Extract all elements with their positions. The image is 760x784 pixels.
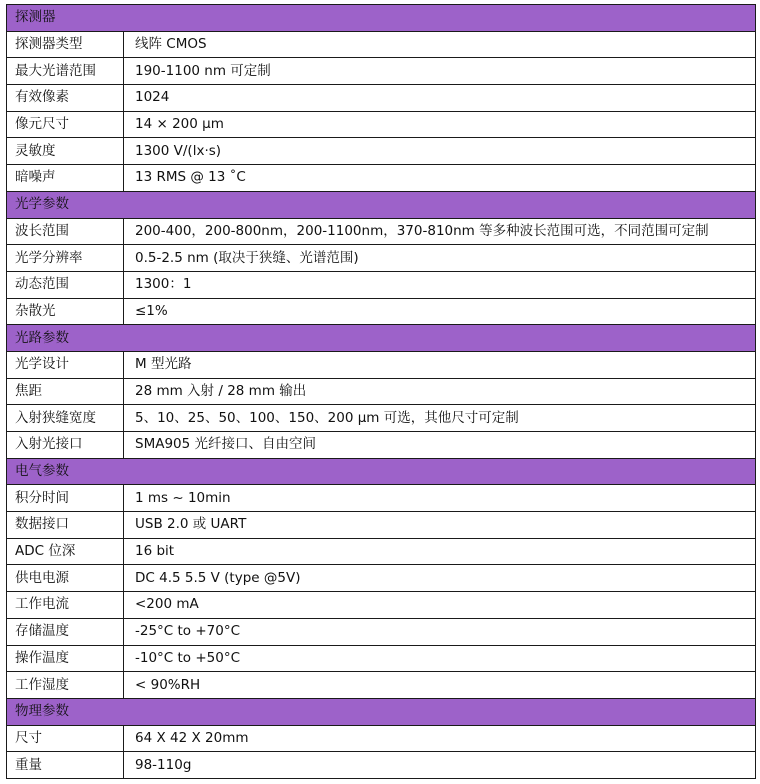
param-label: 工作电流 xyxy=(7,592,124,619)
section-title: 物理参数 xyxy=(7,698,756,725)
table-row xyxy=(7,351,756,378)
param-label: 暗噪声 xyxy=(7,165,124,192)
param-label: 存储温度 xyxy=(7,618,124,645)
param-label: 焦距 xyxy=(7,378,124,405)
param-label: 操作温度 xyxy=(7,645,124,672)
param-label: 尺寸 xyxy=(7,725,124,752)
table-row xyxy=(7,592,756,619)
param-label: 光学分辨率 xyxy=(7,245,124,272)
table-row xyxy=(7,245,756,272)
table-row xyxy=(7,138,756,165)
param-label: 波长范围 xyxy=(7,218,124,245)
param-value: USB 2.0 或 UART xyxy=(124,512,756,539)
param-label: 有效像素 xyxy=(7,85,124,112)
param-label: 入射光接口 xyxy=(7,432,124,459)
table-row xyxy=(7,218,756,245)
table-row xyxy=(7,432,756,459)
param-label: 积分时间 xyxy=(7,485,124,512)
param-label: ADC 位深 xyxy=(7,538,124,565)
param-value: 64 X 42 X 20mm xyxy=(124,725,756,752)
param-value: DC 4.5 5.5 V (type @5V) xyxy=(124,565,756,592)
spec-table xyxy=(6,4,756,779)
table-row xyxy=(7,378,756,405)
section-title: 探测器 xyxy=(7,5,756,32)
param-value: 190-1100 nm 可定制 xyxy=(124,58,756,85)
param-label: 动态范围 xyxy=(7,271,124,298)
param-value: 1300 V/(lx·s) xyxy=(124,138,756,165)
param-value: 13 RMS @ 13 ˚C xyxy=(124,165,756,192)
spec-sheet xyxy=(6,4,756,779)
param-value: 16 bit xyxy=(124,538,756,565)
table-row xyxy=(7,85,756,112)
param-value: < 90%RH xyxy=(124,672,756,699)
param-value: M 型光路 xyxy=(124,351,756,378)
param-value: ≤1% xyxy=(124,298,756,325)
table-row xyxy=(7,672,756,699)
param-label: 灵敏度 xyxy=(7,138,124,165)
table-row xyxy=(7,512,756,539)
param-value: 200-400，200-800nm，200-1100nm，370-810nm 等多种波长范围可选，不同范围可定制 xyxy=(124,218,756,245)
param-value: 1300：1 xyxy=(124,271,756,298)
param-value: 1024 xyxy=(124,85,756,112)
param-value: <200 mA xyxy=(124,592,756,619)
table-row xyxy=(7,165,756,192)
section-header-optical xyxy=(7,191,756,218)
param-label: 探测器类型 xyxy=(7,31,124,58)
param-value: 线阵 CMOS xyxy=(124,31,756,58)
param-value: -10°C to +50°C xyxy=(124,645,756,672)
spec-table-body xyxy=(7,5,756,779)
section-title: 光路参数 xyxy=(7,325,756,352)
table-row xyxy=(7,58,756,85)
param-label: 工作湿度 xyxy=(7,672,124,699)
param-label: 重量 xyxy=(7,752,124,779)
param-value: 98-110g xyxy=(124,752,756,779)
section-title: 电气参数 xyxy=(7,458,756,485)
param-value: -25°C to +70°C xyxy=(124,618,756,645)
table-row xyxy=(7,565,756,592)
param-label: 入射狭缝宽度 xyxy=(7,405,124,432)
section-header-electrical xyxy=(7,458,756,485)
table-row xyxy=(7,645,756,672)
table-row xyxy=(7,618,756,645)
section-header-detector xyxy=(7,5,756,32)
table-row xyxy=(7,725,756,752)
param-value: 14 × 200 μm xyxy=(124,111,756,138)
section-title: 光学参数 xyxy=(7,191,756,218)
table-row xyxy=(7,31,756,58)
param-value: 1 ms ~ 10min xyxy=(124,485,756,512)
param-label: 杂散光 xyxy=(7,298,124,325)
section-header-optical-path xyxy=(7,325,756,352)
param-label: 供电电源 xyxy=(7,565,124,592)
section-header-physical xyxy=(7,698,756,725)
table-row xyxy=(7,405,756,432)
param-value: 0.5-2.5 nm (取决于狭缝、光谱范围) xyxy=(124,245,756,272)
table-row xyxy=(7,752,756,779)
param-label: 像元尺寸 xyxy=(7,111,124,138)
table-row xyxy=(7,271,756,298)
param-value: 5、10、25、50、100、150、200 μm 可选，其他尺寸可定制 xyxy=(124,405,756,432)
param-label: 数据接口 xyxy=(7,512,124,539)
table-row xyxy=(7,111,756,138)
param-label: 最大光谱范围 xyxy=(7,58,124,85)
param-value: SMA905 光纤接口、自由空间 xyxy=(124,432,756,459)
table-row xyxy=(7,298,756,325)
param-value: 28 mm 入射 / 28 mm 输出 xyxy=(124,378,756,405)
param-label: 光学设计 xyxy=(7,351,124,378)
table-row xyxy=(7,485,756,512)
table-row xyxy=(7,538,756,565)
